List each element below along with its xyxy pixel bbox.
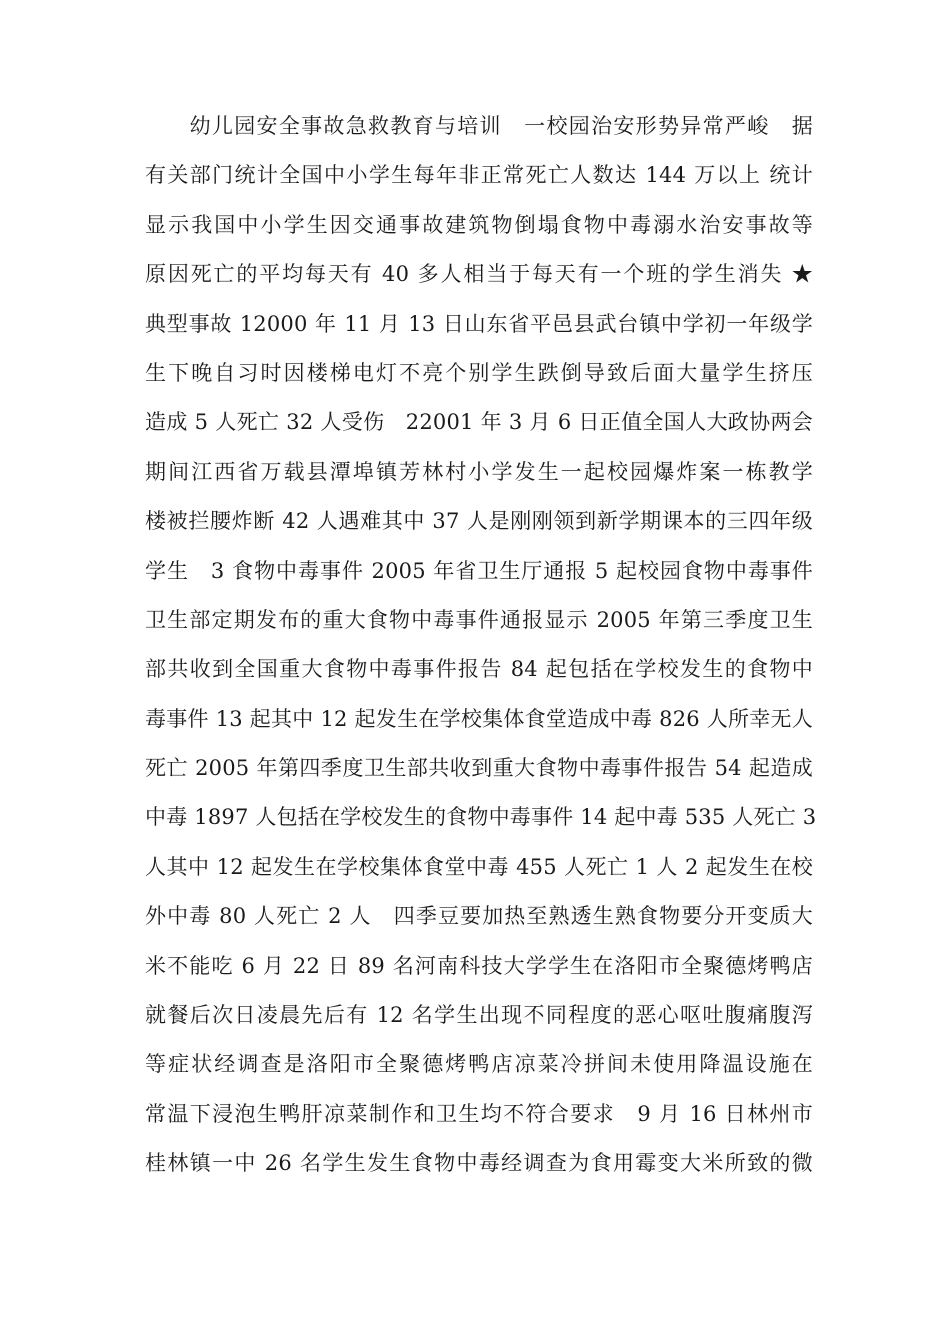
text-line: 典型事故 12000 年 11 月 13 日山东省平邑县武台镇中学初一年级学 [145,311,813,336]
text-line: 等症状经调查是洛阳市全聚德烤鸭店凉菜冷拼间未使用降温设施在 [145,1052,813,1077]
text-line: 显示我国中小学生因交通事故建筑物倒塌食物中毒溺水治安事故等 [145,212,813,237]
text-line: 中毒 1897 人包括在学校发生的食物中毒事件 14 起中毒 535 人死亡 3 [145,805,817,830]
text-line: 期间江西省万载县潭埠镇芳林村小学发生一起校园爆炸案一栋教学 [145,459,813,484]
text-line: 外中毒 80 人死亡 2 人 四季豆要加热至熟透生熟食物要分开变质大 [145,904,813,929]
text-line: 桂林镇一中 26 名学生发生食物中毒经调查为食用霉变大米所致的微 [145,1151,813,1176]
text-line: 死亡 2005 年第四季度卫生部共收到重大食物中毒事件报告 54 起造成 [145,756,813,781]
text-line: 造成 5 人死亡 32 人受伤 22001 年 3 月 6 日正值全国人大政协两会 [145,410,813,435]
text-line: 原因死亡的平均每天有 40 多人相当于每天有一个班的学生消失 ★ [145,262,813,287]
text-line: 楼被拦腰炸断 42 人遇难其中 37 人是刚刚领到新学期课本的三四年级 [145,509,813,534]
text-line: 就餐后次日凌晨先后有 12 名学生出现不同程度的恶心呕吐腹痛腹泻 [145,1003,813,1028]
body-text [145,102,817,1189]
text-line: 常温下浸泡生鸭肝凉菜制作和卫生均不符合要求 9 月 16 日林州市 [145,1101,813,1126]
text-line: 卫生部定期发布的重大食物中毒事件通报显示 2005 年第三季度卫生 [145,607,813,632]
text-line: 幼儿园安全事故急救教育与培训 一校园治安形势异常严峻 据 [145,114,813,138]
text-line: 学生 3 食物中毒事件 2005 年省卫生厅通报 5 起校园食物中毒事件 [145,558,813,583]
text-line: 有关部门统计全国中小学生每年非正常死亡人数达 144 万以上 统计 [145,163,813,188]
text-line: 毒事件 13 起其中 12 起发生在学校集体食堂造成中毒 826 人所幸无人 [145,706,813,731]
text-line: 部共收到全国重大食物中毒事件报告 84 起包括在学校发生的食物中 [145,657,813,682]
text-line: 生下晚自习时因楼梯电灯不亮个别学生跌倒导致后面大量学生挤压 [145,360,813,385]
text-line: 人其中 12 起发生在学校集体食堂中毒 455 人死亡 1 人 2 起发生在校 [145,854,813,879]
text-line: 米不能吃 6 月 22 日 89 名河南科技大学学生在洛阳市全聚德烤鸭店 [145,953,813,978]
